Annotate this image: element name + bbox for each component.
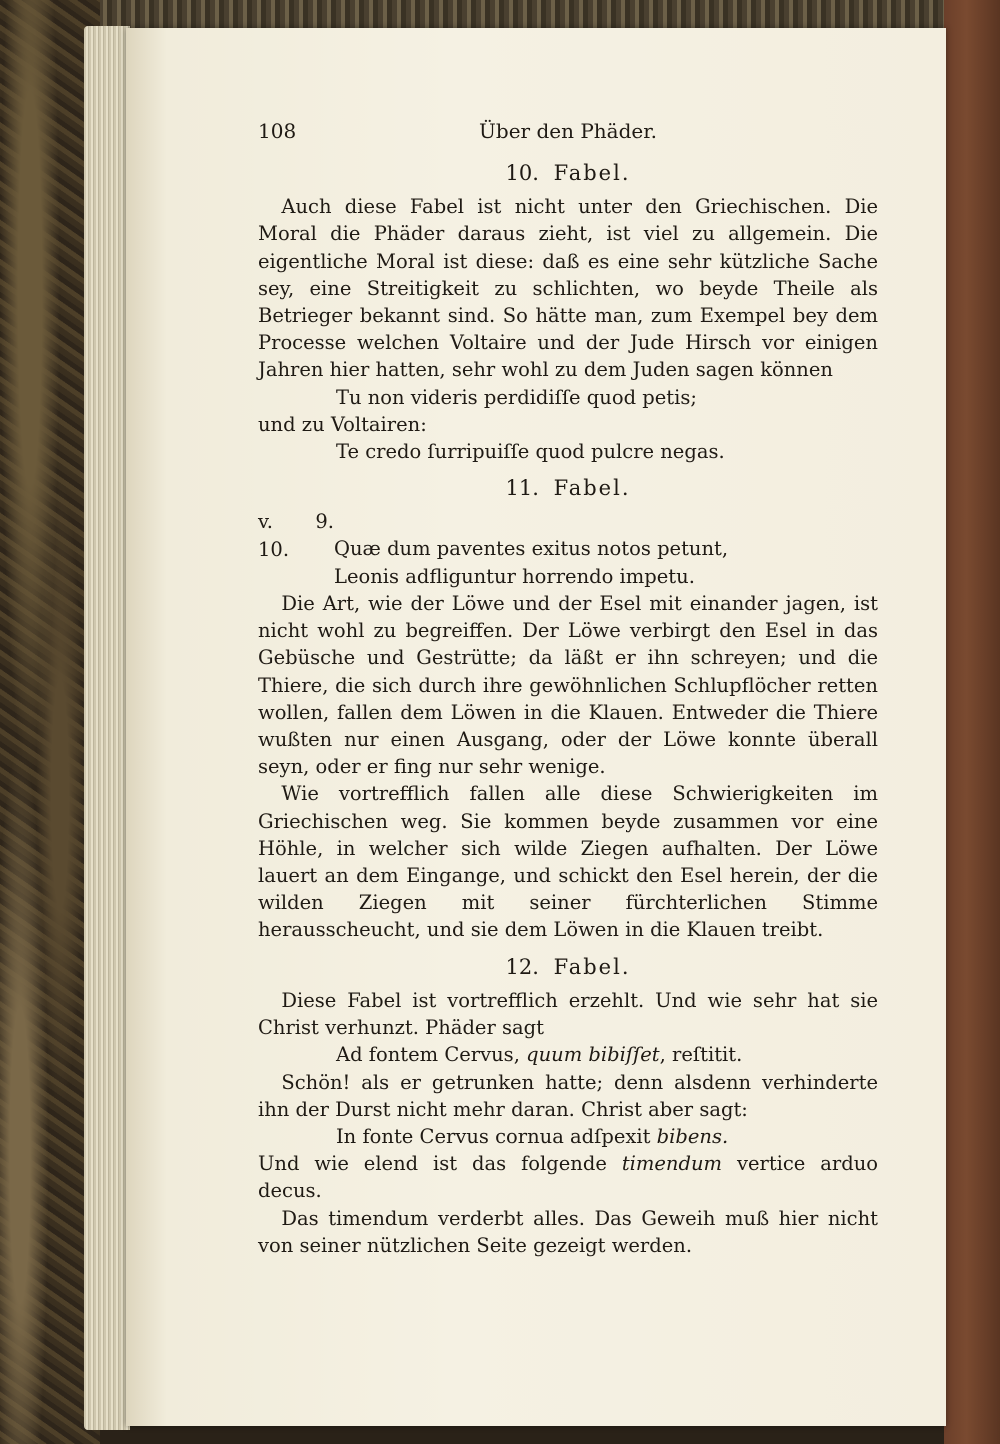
section-number: 11. [505, 476, 539, 501]
section-title: Fabel. [553, 476, 631, 501]
quote-text: Ad fontem Cervus, [335, 1043, 520, 1067]
book-cover-edge [944, 0, 1000, 1444]
running-title: Über den Phäder. [479, 119, 657, 143]
verse-text: Quæ dum paventes exitus notos petunt, [334, 537, 729, 561]
text-italic: timendum [621, 1152, 723, 1176]
page-stack [84, 26, 130, 1430]
page-number: 108 [258, 119, 297, 143]
paragraph: Das timendum verderbt alles. Das Geweih muß hier nicht von seiner nützlichen Seite gezeigt werden. [258, 1206, 878, 1257]
text: Und wie elend ist das folgende [258, 1152, 607, 1176]
text: vertice arduo decus. [258, 1152, 878, 1203]
latin-quote: Te credo ſurripuiſſe quod pulcre negas. [335, 440, 725, 464]
latin-quote: Tu non videris perdidiſſe quod petis; [335, 385, 697, 409]
section-title: Fabel. [553, 161, 631, 185]
section-title: Fabel. [553, 954, 631, 979]
verse-reference: v. 9. 10. [258, 510, 334, 561]
latin-quote [258, 1123, 878, 1150]
page-content [258, 110, 878, 1259]
paragraph: Schön! als er getrunken hatte; denn alsdenn verhinderte ihn der Durst nicht mehr daran. Christ aber sagt: [258, 1070, 878, 1121]
text-line [258, 1150, 878, 1204]
section-heading-10 [258, 160, 878, 187]
section-heading-12 [258, 954, 878, 981]
paragraph: Wie vortrefflich fallen alle diese Schwierigkeiten im Griechischen weg. Sie kommen beyde zusammen vor eine Höhle, in welcher sich wilde Ziegen aufhalten. Der Löwe lauert an dem Eingange, und schickt den Esel herein, der die wilden Ziegen mit seiner fürchterlichen Stimme herausscheucht, und sie dem Löwen in die Klauen treibt. [258, 782, 878, 942]
quote-italic: bibens. [656, 1124, 729, 1148]
paragraph: Auch diese Fabel ist nicht unter den Griechischen. Die Moral die Phäder daraus zieht, ist viel zu allgemein. Die eigentliche Moral ist diese: daß es eine sehr kützliche Sache sey, eine Streitigkeit zu schlichten, wo beyde Theile als Betrieger bekannt sind. So hätte man, zum Exempel bey dem Processe welchen Voltaire und der Jude Hirsch vor einigen Jahren hier hatten, sehr wohl zu dem Juden sagen können [258, 195, 878, 382]
page-header [258, 110, 878, 150]
section-heading-11 [258, 475, 878, 502]
latin-quote [258, 1041, 878, 1068]
section-number: 12. [505, 954, 539, 979]
section-number: 10. [505, 161, 539, 185]
paragraph: Die Art, wie der Löwe und der Esel mit einander jagen, ist nicht wohl zu begreiffen. Der Löwe verbirgt den Esel in das Gebüsche und Gestrütte; da läßt er ihn schreyen; und die Thiere, die sich durch ihre gewöhnlichen Schlupflöcher retten wollen, fallen dem Löwen in die Klauen. Entweder die Thiere wußten nur einen Ausgang, oder der Löwe konnte überall seyn, oder er fing nur sehr wenige. [258, 592, 878, 779]
paragraph: Diese Fabel ist vortrefflich erzehlt. Und wie sehr hat sie Christ verhunzt. Phäder sagt [258, 988, 878, 1040]
quote-text: In fonte Cervus cornua adſpexit [335, 1124, 651, 1148]
verse-line: Leonis adfliguntur horrendo impetu. [334, 564, 695, 588]
quote-text: , reſtitit. [659, 1043, 743, 1067]
verse-line [258, 508, 878, 562]
quote-italic: quum bibiſſet [526, 1043, 660, 1067]
text-line: und zu Voltairen: [258, 412, 427, 436]
